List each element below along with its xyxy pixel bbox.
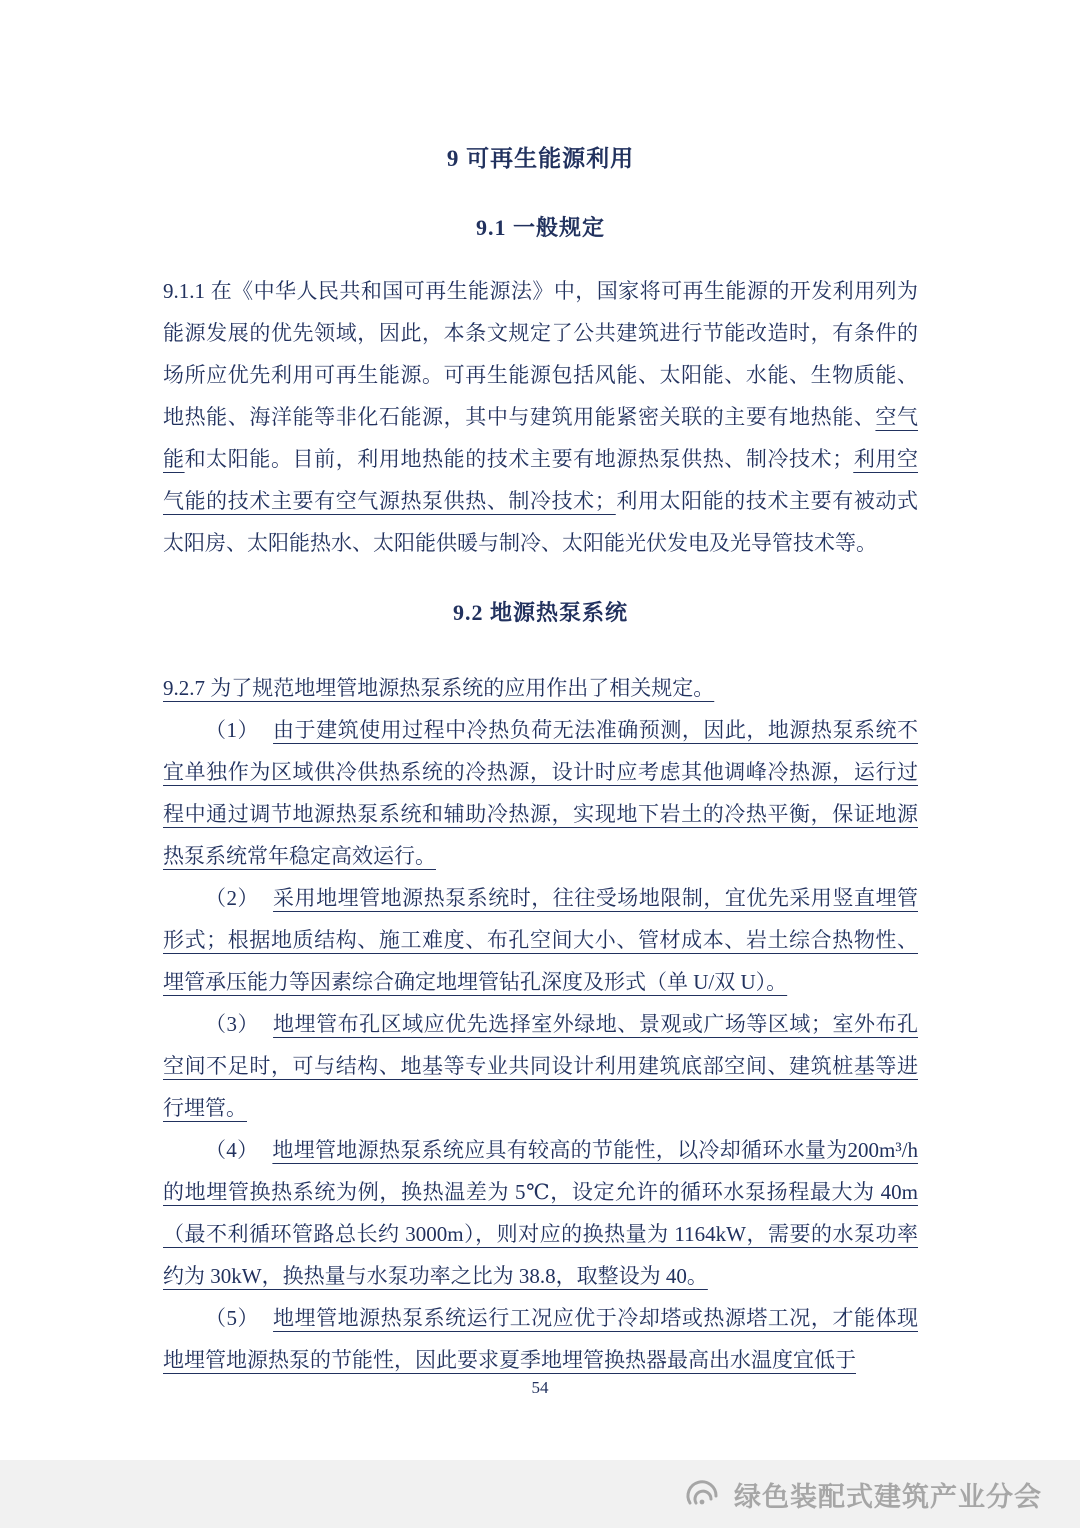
section-heading-9-2: 9.2 地源热泵系统 — [452, 600, 628, 625]
list-item-1 — [163, 709, 918, 877]
list-item-5 — [163, 1297, 918, 1381]
watermark — [678, 1473, 1042, 1516]
list-item-2 — [163, 877, 918, 1003]
association-logo-icon — [678, 1473, 724, 1516]
item-4-text: 地埋管地源热泵系统应具有较高的节能性，以冷却循环水量为200m³/h 的地埋管换热系统为例，换热温差为 5℃，设定允许的循环水泵扬程最大为 40m（最不利循环管路总长约 3000m），则对应的换热量为 1164kW，需要的水泵功率约为 30kW，换热量与水泵功率之比为 38.8，取整设为 40。 — [163, 1138, 918, 1288]
item-1-text: 由于建筑使用过程中冷热负荷无法准确预测，因此，地源热泵系统不宜单独作为区域供冷供热系统的冷热源，设计时应考虑其他调峰冷热源，运行过程中通过调节地源热泵系统和辅助冷热源，实现地下岩土的冷热平衡，保证地源热泵系统常年稳定高效运行。 — [163, 718, 918, 868]
footer-watermark-bar — [0, 1460, 1080, 1528]
item-3-text: 地埋管布孔区域应优先选择室外绿地、景观或广场等区域；室外布孔空间不足时，可与结构、地基等专业共同设计利用建筑底部空间、建筑桩基等进行埋管。 — [163, 1012, 918, 1120]
chapter-title: 9 可再生能源利用 — [446, 146, 635, 171]
page-number: 54 — [531, 1378, 549, 1397]
item-5-number: （5） — [205, 1306, 260, 1330]
item-1-number: （1） — [205, 718, 260, 742]
section-heading-9-1: 9.1 一般规定 — [475, 215, 605, 240]
watermark-text: 绿色装配式建筑产业分会 — [734, 1481, 1042, 1512]
paragraph-9-1-1 — [163, 270, 918, 564]
list-item-3 — [163, 1003, 918, 1129]
para-9-1-1-seg2-underlined: 空气能 — [163, 405, 919, 471]
item-2-text: 采用地埋管地源热泵系统时，往往受场地限制，宜优先采用竖直埋管形式；根据地质结构、施工难度、布孔空间大小、管材成本、岩土综合热物性、埋管承压能力等因素综合确定地埋管钻孔深度及形式（单 U/双 U）。 — [163, 886, 918, 994]
item-2-number: （2） — [205, 886, 260, 910]
para-9-2-7-lead-text: 9.2.7 为了规范地埋管地源热泵系统的应用作出了相关规定。 — [163, 676, 715, 700]
paragraph-9-2-7-lead — [163, 667, 918, 709]
list-item-4 — [163, 1129, 918, 1297]
para-9-1-1-seg3: 和太阳能。目前，利用地热能的技术主要有地源热泵供热、制冷技术； — [184, 447, 854, 471]
item-4-number: （4） — [205, 1138, 259, 1162]
item-3-number: （3） — [205, 1012, 260, 1036]
para-9-1-1-seg1: 9.1.1 在《中华人民共和国可再生能源法》中，国家将可再生能源的开发利用列为能源发展的优先领域，因此，本条文规定了公共建筑进行节能改造时，有条件的场所应优先利用可再生能源。可再生能源包括风能、太阳能、水能、生物质能、地热能、海洋能等非化石能源，其中与建筑用能紧密关联的主要有地热能、 — [163, 279, 918, 429]
item-5-text: 地埋管地源热泵系统运行工况应优于冷却塔或热源塔工况，才能体现地埋管地源热泵的节能性，因此要求夏季地埋管换热器最高出水温度宜低于 — [163, 1306, 918, 1372]
para-9-1-1-seg4-underlined: 利用空气能的技术主要有空气源热泵供热、制冷技术； — [163, 447, 919, 513]
para-9-1-1-seg5: 利用太阳能的技术主要有被动式太阳房、太阳能热水、太阳能供暖与制冷、太阳能光伏发电及光导管技术等。 — [163, 489, 918, 555]
